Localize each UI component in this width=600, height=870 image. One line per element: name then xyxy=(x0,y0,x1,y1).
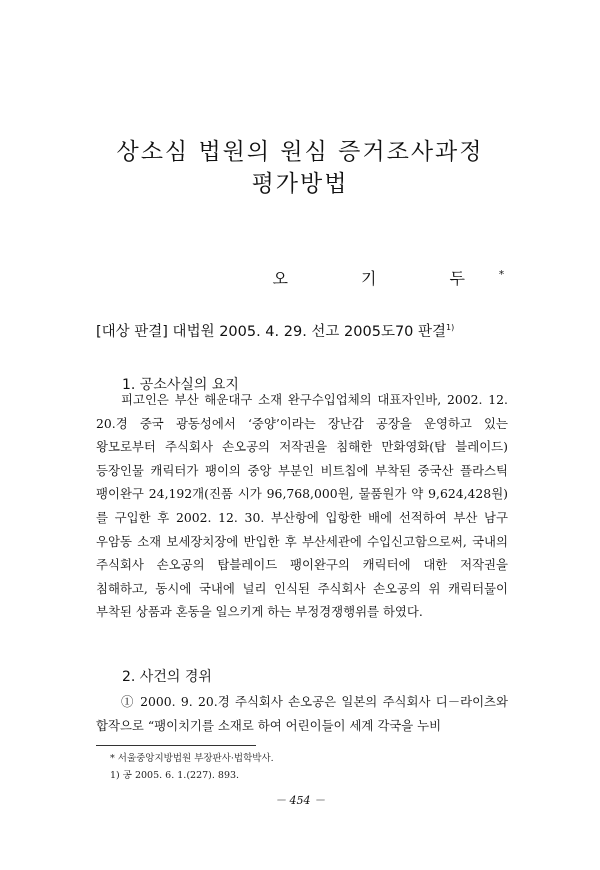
author xyxy=(272,266,504,289)
footnote-case: 1) 공 2005. 6. 1.(227). 893. xyxy=(110,770,240,781)
section-heading-2: 2. 사건의 경위 xyxy=(122,669,212,685)
footnote-author: * 서울중앙지방법원 부장판사·법학박사. xyxy=(110,753,274,764)
section-paragraph-2: ① 2000. 9. 20.경 주식회사 손오공은 일본의 주식회사 디－라이츠와 합작으로 “팽이치기를 소재로 하여 어린이들이 세계 각국을 누비 xyxy=(96,694,508,733)
case-reference xyxy=(96,320,454,341)
paper-title-line1: 상소심 법원의 원심 증거조사과정 xyxy=(116,139,484,165)
case-reference-text: [대상 판결] 대법원 2005. 4. 29. 선고 2005도70 판결 xyxy=(96,324,447,340)
page-number: － 454 － xyxy=(275,794,325,807)
section-paragraph-1: 피고인은 부산 해운대구 소재 완구수입업체의 대표자인바, 2002. 12. 20.경 중국 광동성에서 ‘중양’이라는 장난감 공장을 운영하고 있는 왕모로부터 주식회사 손오공의 저작권을 침해한 만화영화(탑 블레이드) 등장인물 캐릭터가 팽이의 중앙 부분인 비트칩에 부착된 중국산 플라스틱 팽이완구 24,192개(진품 시가 96,768,000원, 물품원가 약 9,624,428원)를 구입한 후 2002. 12. 30. 부산항에 입항한 배에 선적하여 부산 남구 우암동 소재 보세장치장에 반입한 후 부산세관에 수입신고함으로써, 국내의 주식회사 손오공의 탑블레이드 팽이완구의 캐릭터에 대한 저작권을 침해하고, 동시에 국내에 널리 인식된 주식회사 손오공의 위 캐릭터물이 부착된 상품과 혼동을 일으키게 하는 부정경쟁행위를 하였다. xyxy=(96,392,508,620)
footnote-divider xyxy=(96,745,256,746)
case-footnote-mark: 1) xyxy=(446,323,455,333)
paper-title-line2: 평가방법 xyxy=(251,171,349,197)
section-heading-1: 1. 공소사실의 요지 xyxy=(122,377,239,393)
author-name: 오 기 두 xyxy=(272,269,499,288)
author-footnote-mark: * xyxy=(499,269,504,281)
